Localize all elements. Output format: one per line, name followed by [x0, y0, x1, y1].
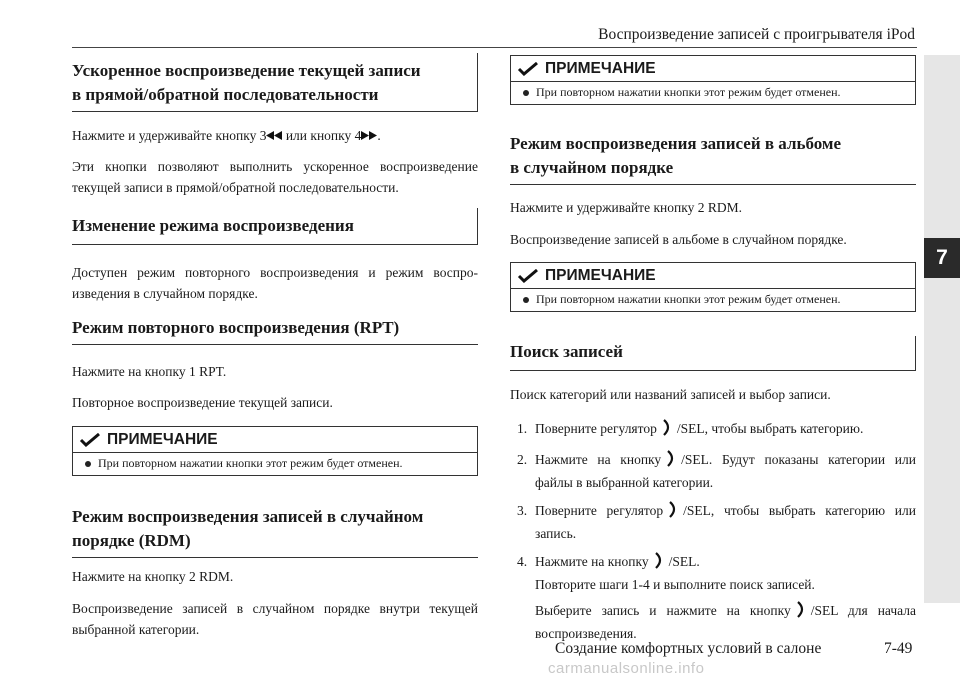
fast-play-instruction [72, 125, 478, 146]
note-body [511, 82, 915, 104]
heading-search: Поиск записей [510, 336, 916, 371]
dial-knob-icon [665, 450, 679, 473]
step-body [535, 552, 916, 644]
header-rule [72, 47, 917, 48]
step-number: 4. [517, 554, 528, 569]
search-steps-list [517, 419, 916, 652]
step-text-b: /SEL. Будут показаны категории или файлы в выбранной категории. [535, 452, 916, 490]
repeat-mode-instruction: Нажмите на кнопку 1 RPT. [72, 364, 227, 379]
pencil-check-icon [517, 269, 539, 283]
step-text-d-b: /SEL для начала воспроизведения. [535, 603, 916, 641]
chapter-tab-number: 7 [924, 238, 960, 278]
dial-knob-icon [653, 552, 667, 575]
fast-play-text-c: . [377, 128, 381, 143]
step-text-d [535, 601, 916, 644]
fast-play-description: Эти кнопки позволяют выполнить ускоренное воспроизведение текущей записи в прямой/обратной последовательности. [72, 159, 478, 195]
note-text: При повторном нажатии кнопки этот режим будет отменен. [98, 456, 403, 470]
step-body [535, 501, 916, 544]
note-box-album [510, 262, 916, 312]
heading-album-random-line1: Режим воспроизведения записей в альбоме [510, 134, 842, 153]
search-step-4 [517, 552, 916, 644]
step-text-c: Повторите шаги 1-4 и выполните поиск записей. [535, 577, 815, 592]
footer-section-title: Создание комфортных условий в салоне [555, 640, 822, 657]
note-header [511, 56, 915, 82]
page-header-title: Воспроизведение записей с проигрывателя iPod [598, 26, 915, 43]
note-text: При повторном нажатии кнопки этот режим будет отменен. [536, 292, 841, 306]
step-number: 2. [517, 452, 528, 467]
step-text-d-a: Выберите запись и нажмите на кнопку [535, 603, 791, 618]
pencil-check-icon [79, 433, 101, 447]
search-step-2 [517, 450, 916, 493]
step-text-a: Поверните регулятор [535, 421, 657, 436]
search-step-3 [517, 501, 916, 544]
step-body [535, 419, 916, 442]
note-text: При повторном нажатии кнопки этот режим будет отменен. [536, 85, 841, 99]
note-title: ПРИМЕЧАНИЕ [545, 59, 656, 77]
repeat-mode-description: Повторное воспроизведение текущей записи. [72, 395, 333, 410]
chapter-tab-bar [924, 55, 960, 603]
heading-change-mode: Изменение режима воспроизведения [72, 208, 478, 245]
dial-knob-icon [667, 501, 681, 524]
search-step-1 [517, 419, 916, 442]
heading-random-mode-line1: Режим воспроизведения записей в случайном [72, 507, 424, 526]
note-body [511, 289, 915, 311]
note-header [511, 263, 915, 289]
heading-random-mode-line2: порядке (RDM) [72, 531, 191, 550]
random-mode-instruction: Нажмите на кнопку 2 RDM. [72, 569, 234, 584]
bullet-icon [523, 90, 529, 96]
note-header [73, 427, 477, 453]
album-random-instruction: Нажмите и удерживайте кнопку 2 RDM. [510, 200, 742, 215]
note-title: ПРИМЕЧАНИЕ [545, 266, 656, 284]
heading-random-mode [72, 505, 478, 558]
heading-album-random-line2: в случайном порядке [510, 158, 674, 177]
step-body [535, 450, 916, 493]
dial-knob-icon [661, 419, 675, 442]
heading-repeat-mode: Режим повторного воспроизведения (RPT) [72, 316, 478, 345]
step-number: 1. [517, 421, 528, 436]
note-body [73, 453, 477, 475]
heading-fast-play-line2: в прямой/обратной последовательности [72, 85, 379, 104]
search-intro: Поиск категорий или названий записей и выбор записи. [510, 387, 831, 402]
bullet-icon [85, 461, 91, 467]
note-box-repeat [72, 426, 478, 476]
step-text-b: /SEL, чтобы выбрать категорию. [676, 421, 864, 436]
pencil-check-icon [517, 62, 539, 76]
step-text-a: Нажмите на кнопку [535, 452, 662, 467]
footer-page-number: 7-49 [884, 640, 913, 657]
step-number: 3. [517, 503, 528, 518]
step-text-b: /SEL, чтобы выбрать категорию или запись. [535, 503, 916, 541]
watermark: carmanualsonline.info [548, 660, 705, 677]
step-text-b: /SEL. [668, 554, 700, 569]
note-box-random [510, 55, 916, 105]
step-text-a: Нажмите на кнопку [535, 554, 649, 569]
heading-fast-play [72, 53, 478, 112]
fast-forward-icon [361, 128, 377, 143]
dial-knob-icon [795, 601, 809, 624]
fast-play-text-a: Нажмите и удерживайте кнопку 3 [72, 128, 267, 143]
change-mode-description: Доступен режим повторного воспроизведения и режим воспро-изведения в случайном порядке. [72, 265, 478, 301]
bullet-icon [523, 297, 529, 303]
rewind-icon [266, 128, 282, 143]
album-random-description: Воспроизведение записей в альбоме в случайном порядке. [510, 232, 847, 247]
random-mode-description: Воспроизведение записей в случайном порядке внутри текущей выбранной категории. [72, 601, 478, 637]
note-title: ПРИМЕЧАНИЕ [107, 430, 218, 448]
heading-fast-play-line1: Ускоренное воспроизведение текущей записи [72, 61, 421, 80]
heading-album-random [510, 132, 916, 185]
step-text-a: Поверните регулятор [535, 503, 664, 518]
fast-play-text-b: или кнопку 4 [282, 128, 362, 143]
